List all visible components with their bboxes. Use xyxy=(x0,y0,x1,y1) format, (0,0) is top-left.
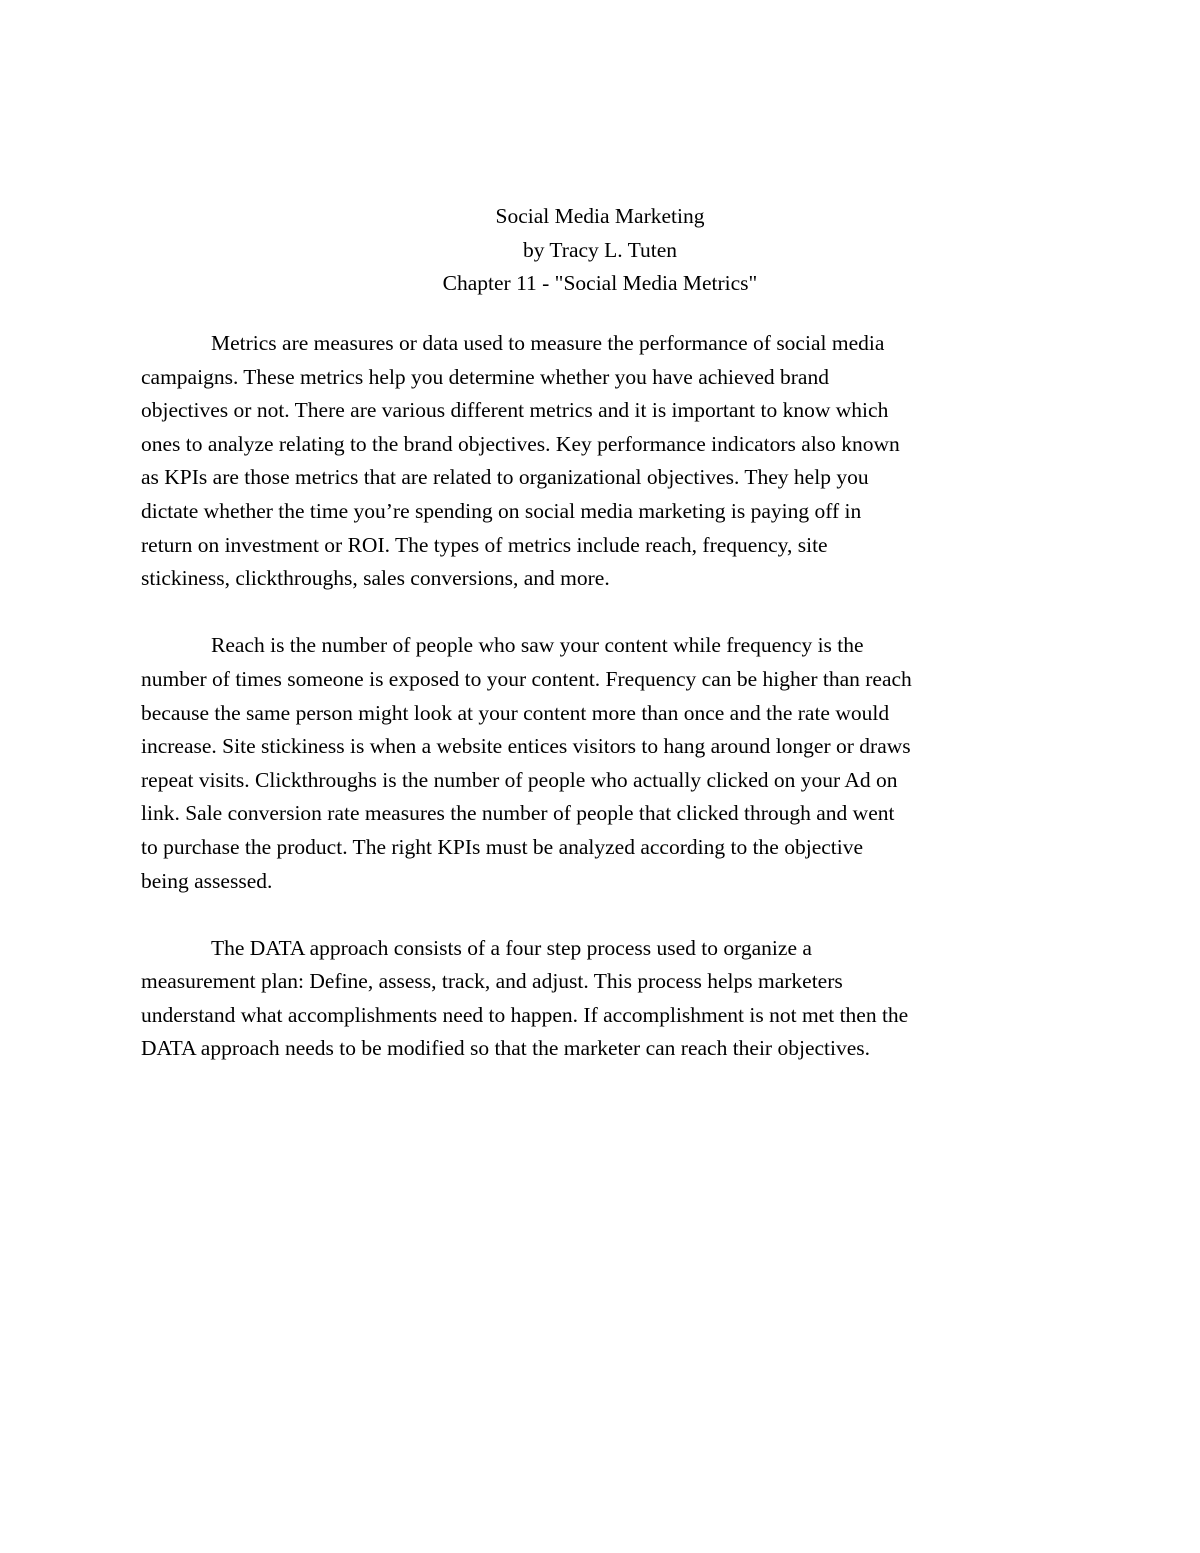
text-line: measurement plan: Define, assess, track, and adjust. This process helps marketers xyxy=(141,969,843,994)
document-body xyxy=(141,327,1059,1100)
paragraph-data-approach xyxy=(141,932,1059,1066)
text-line: repeat visits. Clickthroughs is the number of people who actually clicked on your Ad on xyxy=(141,767,898,792)
text-line: dictate whether the time you’re spending on social media marketing is paying off in xyxy=(141,498,862,523)
text-line: ones to analyze relating to the brand objectives. Key performance indicators also known xyxy=(141,431,900,456)
text-line: Reach is the number of people who saw your content while frequency is the xyxy=(211,633,864,658)
text-line: stickiness, clickthroughs, sales conversions, and more. xyxy=(141,566,610,591)
text-line: return on investment or ROI. The types of metrics include reach, frequency, site xyxy=(141,532,828,557)
text-line: as KPIs are those metrics that are related to organizational objectives. They help you xyxy=(141,465,869,490)
document-header xyxy=(0,200,1200,301)
text-line: number of times someone is exposed to your content. Frequency can be higher than reach xyxy=(141,666,912,691)
text-line: The DATA approach consists of a four step process used to organize a xyxy=(211,935,812,960)
text-line: link. Sale conversion rate measures the number of people that clicked through and went xyxy=(141,801,895,826)
text-line: understand what accomplishments need to happen. If accomplishment is not met then the xyxy=(141,1002,909,1027)
document-chapter: Chapter 11 - "Social Media Metrics" xyxy=(442,271,758,296)
text-line: increase. Site stickiness is when a website entices visitors to hang around longer or draws xyxy=(141,734,911,759)
text-line: campaigns. These metrics help you determine whether you have achieved brand xyxy=(141,364,829,389)
text-line: because the same person might look at your content more than once and the rate would xyxy=(141,700,890,725)
document-title: Social Media Marketing xyxy=(495,204,705,228)
paragraph-reach xyxy=(141,629,1059,898)
text-line: objectives or not. There are various different metrics and it is important to know which xyxy=(141,398,889,423)
document-author: by Tracy L. Tuten xyxy=(522,237,678,262)
text-line: being assessed. xyxy=(141,868,273,893)
text-line: to purchase the product. The right KPIs must be analyzed according to the objective xyxy=(141,834,864,859)
text-line: Metrics are measures or data used to measure the performance of social media xyxy=(211,331,885,355)
paragraph-metrics xyxy=(141,327,1059,596)
text-line: DATA approach needs to be modified so that the marketer can reach their objectives. xyxy=(141,1036,871,1061)
